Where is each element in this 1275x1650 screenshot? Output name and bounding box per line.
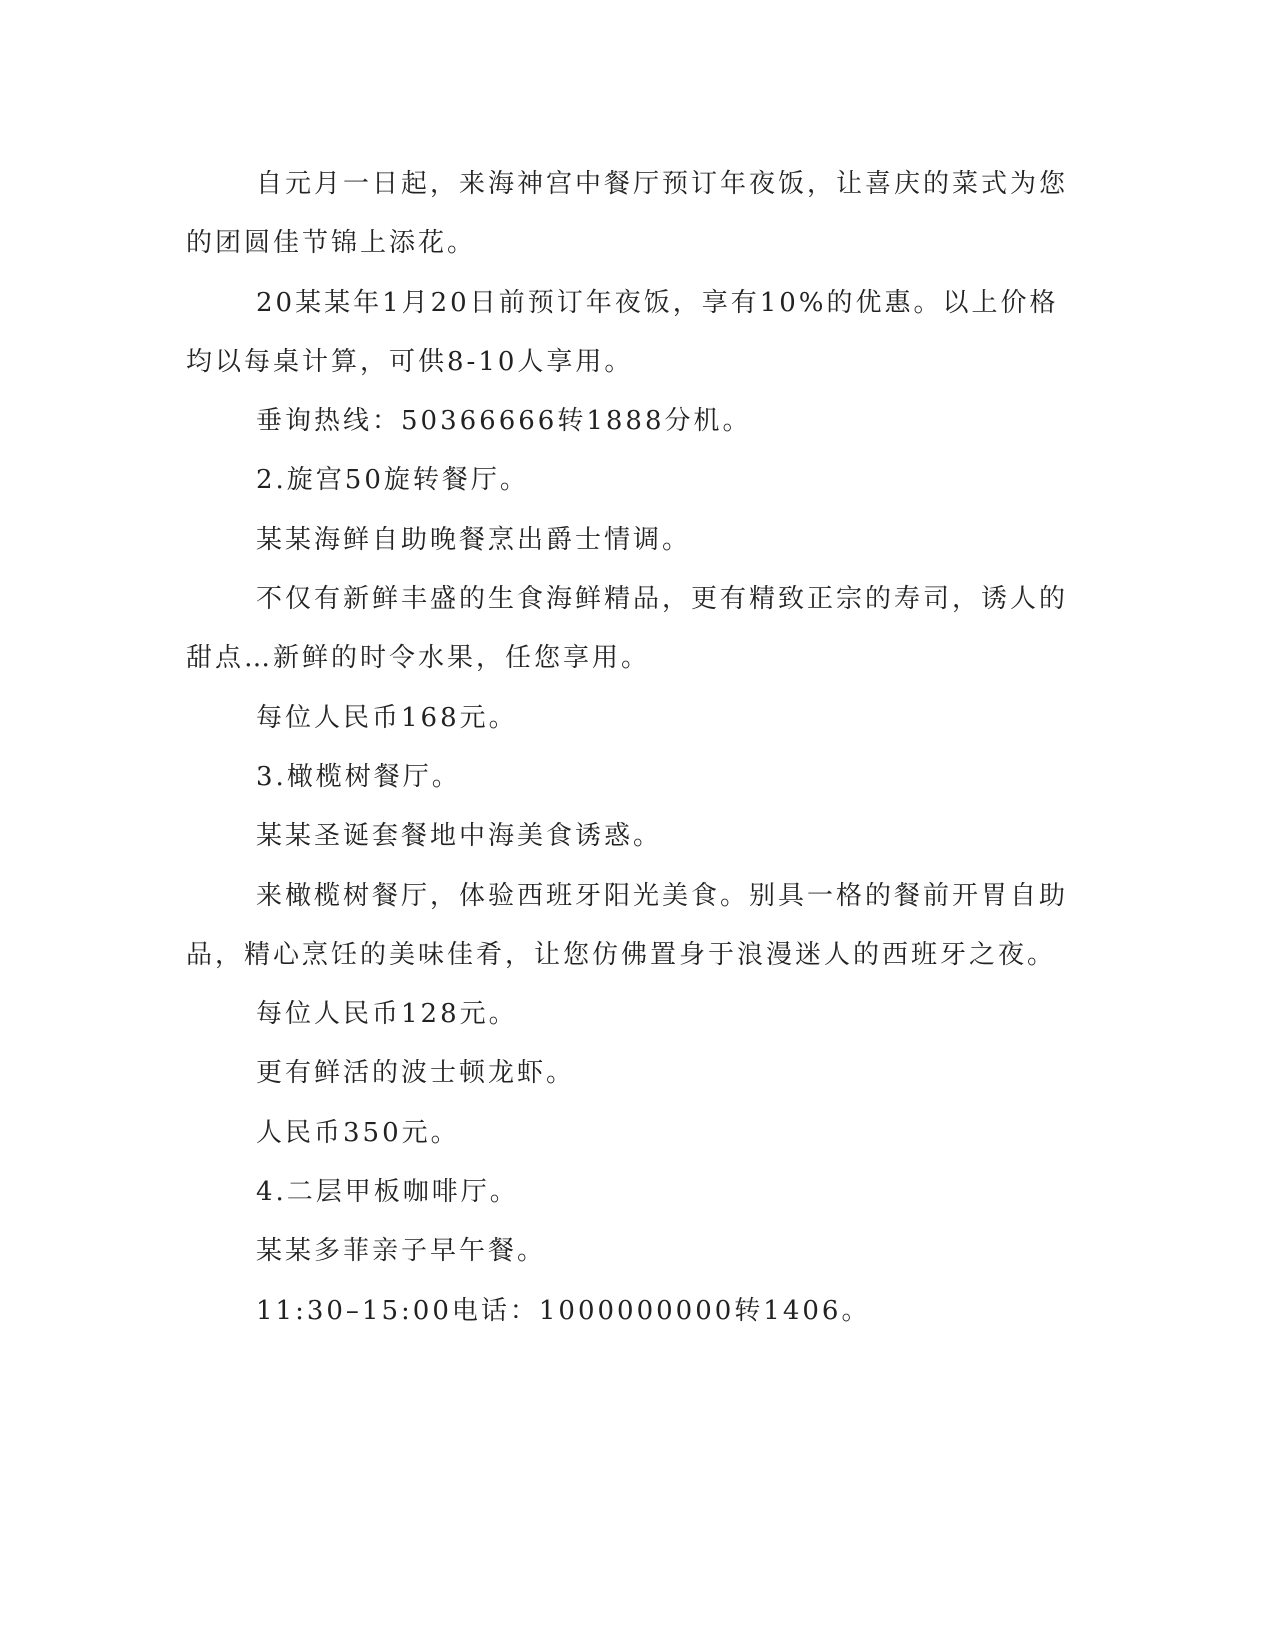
paragraph-lobster-price: 人民币350元。 — [256, 1117, 460, 1148]
paragraph-brunch-hours-phone: 11:30–15:00电话：1000000000转1406。 — [256, 1295, 871, 1326]
paragraph-early-booking-discount: 20某某年1月20日前预订年夜饭，享有10%的优惠。以上价格均以每桌计算，可供8-10人享用。 — [186, 287, 1059, 377]
heading-revolving-restaurant: 2.旋宫50旋转餐厅。 — [256, 465, 529, 496]
heading-deck-cafe: 4.二层甲板咖啡厅。 — [256, 1177, 519, 1208]
paragraph-christmas-set-menu: 某某圣诞套餐地中海美食诱惑。 — [256, 821, 663, 852]
paragraph-family-brunch: 某某多菲亲子早午餐。 — [256, 1236, 547, 1267]
paragraph-buffet-description: 不仅有新鲜丰盛的生食海鲜精品，更有精致正宗的寿司，诱人的甜点…新鲜的时令水果，任您享用。 — [186, 584, 1069, 674]
heading-olive-tree-restaurant: 3.橄榄树餐厅。 — [256, 761, 461, 792]
paragraph-seafood-buffet: 某某海鲜自助晚餐烹出爵士情调。 — [256, 524, 692, 555]
document-body — [186, 155, 1071, 1341]
paragraph-hotline: 垂询热线：50366666转1888分机。 — [256, 406, 752, 437]
paragraph-new-year-dinner: 自元月一日起，来海神宫中餐厅预订年夜饭，让喜庆的菜式为您的团圆佳节锦上添花。 — [186, 169, 1069, 259]
paragraph-set-menu-price: 每位人民币128元。 — [256, 999, 518, 1030]
paragraph-buffet-price: 每位人民币168元。 — [256, 702, 518, 733]
paragraph-spanish-cuisine: 来橄榄树餐厅，体验西班牙阳光美食。别具一格的餐前开胃自助品，精心烹饪的美味佳肴，让您仿佛置身于浪漫迷人的西班牙之夜。 — [186, 880, 1069, 970]
paragraph-boston-lobster: 更有鲜活的波士顿龙虾。 — [256, 1058, 576, 1089]
